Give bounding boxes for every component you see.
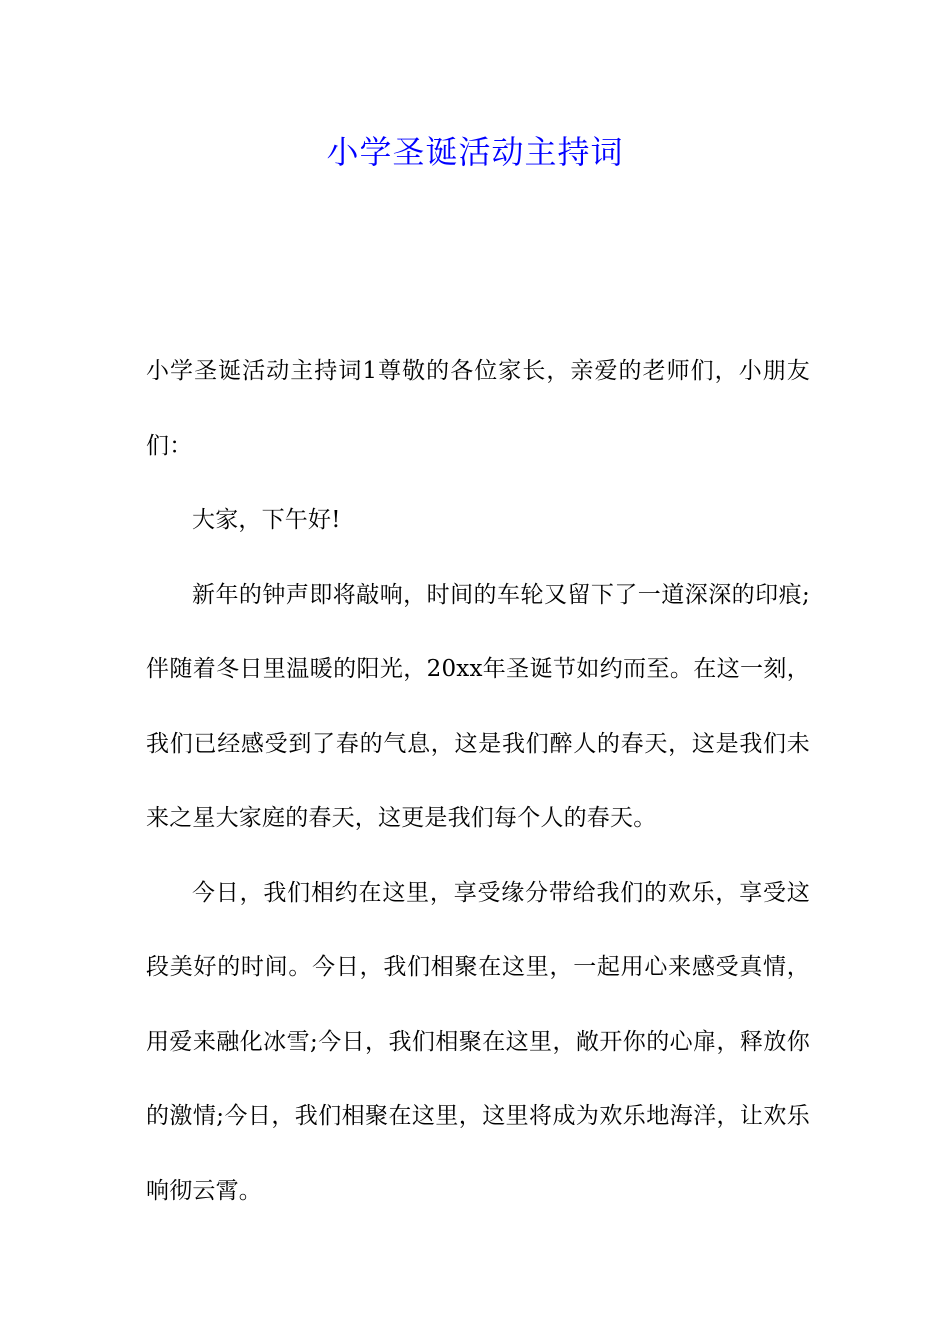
paragraph-intro: 小学圣诞活动主持词1尊敬的各位家长，亲爱的老师们，小朋友们： [146, 358, 810, 459]
paragraph-new-year: 新年的钟声即将敲响，时间的车轮又留下了一道深深的印痕;伴随着冬日里温暖的阳光，20xx年圣诞节如约而至。在这一刻，我们已经感受到了春的气息，这是我们醉人的春天，这是我们未来之星大家庭的春天，这更是我们每个人的春天。 [146, 581, 810, 831]
paragraph-greeting: 大家，下午好! [192, 507, 341, 533]
document-title: 小学圣诞活动主持词 [326, 133, 624, 171]
paragraph-gathering: 今日，我们相约在这里，享受缘分带给我们的欢乐，享受这段美好的时间。今日，我们相聚在这里，一起用心来感受真情，用爱来融化冰雪;今日，我们相聚在这里，敞开你的心扉，释放你的激情;今日，我们相聚在这里，这里将成为欢乐地海洋，让欢乐响彻云霄。 [146, 879, 810, 1204]
document-body [146, 334, 810, 1228]
